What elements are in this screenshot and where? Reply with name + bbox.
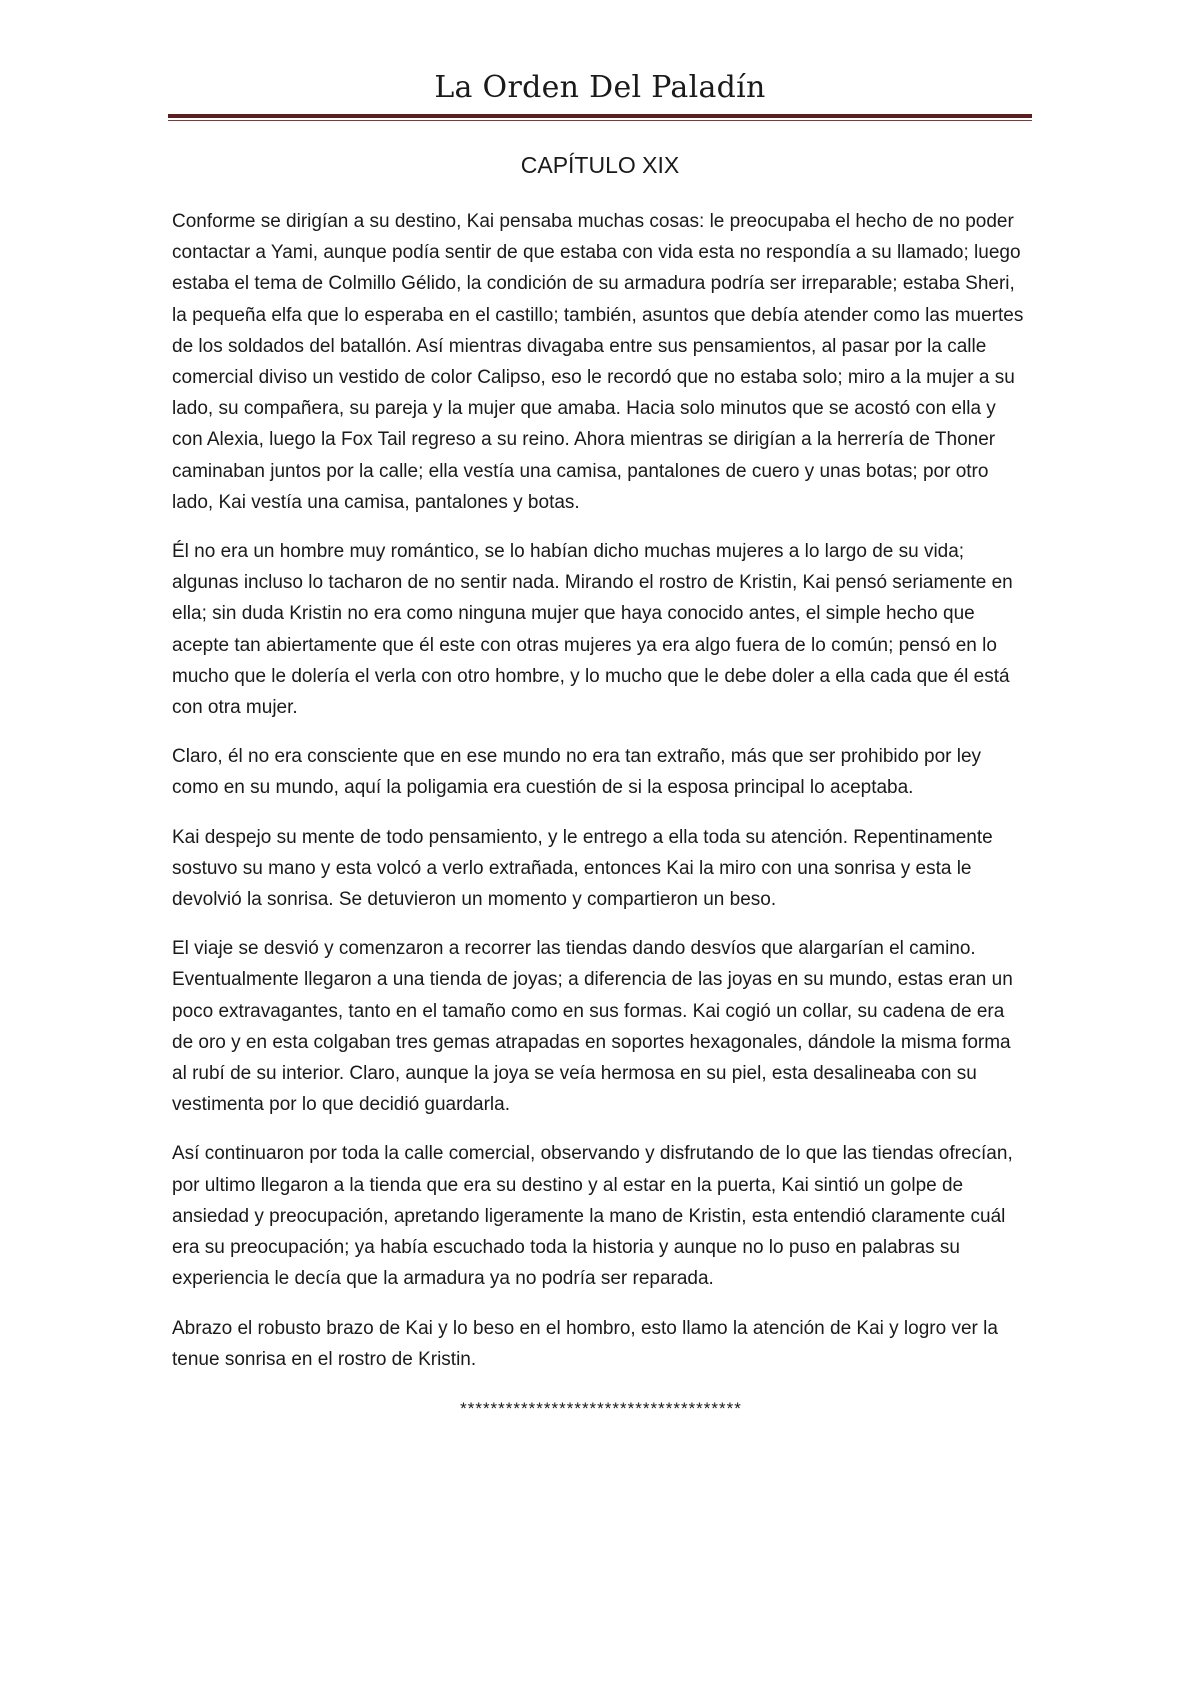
body-text [172,206,1030,1424]
chapter-title: CAPÍTULO XIX [520,152,680,178]
scene-separator: ************************************* [460,1398,742,1418]
header-rule-thin [168,120,1032,121]
paragraph: Abrazo el robusto brazo de Kai y lo beso en el hombro, esto llamo la atención de Kai y logro ver la tenue sonrisa en el rostro de Kristin. [172,1317,998,1370]
paragraph: Kai despejo su mente de todo pensamiento, y le entrego a ella toda su atención. Repentinamente sostuvo su mano y esta volcó a verlo extrañada, entonces Kai la miro con una sonrisa y esta le devolvió la sonrisa. Se detuvieron un momento y compartieron un beso. [172,826,993,911]
paragraph: El viaje se desvió y comenzaron a recorrer las tiendas dando desvíos que alargarían el camino. Eventualmente llegaron a una tienda de joyas; a diferencia de las joyas en su mundo, estas eran un poco extravagantes, tanto en el tamaño como en sus formas. Kai cogió un collar, su cadena de era de oro y en esta colgaban tres gemas atrapadas en soportes hexagonales, dándole la misma forma al rubí de su interior. Claro, aunque la joya se veía hermosa en su piel, esta desalineaba con su vestimenta por lo que decidió guardarla. [172,938,1013,1116]
paragraph: Él no era un hombre muy romántico, se lo habían dicho muchas mujeres a lo largo de su vida; algunas incluso lo tacharon de no sentir nada. Mirando el rostro de Kristin, Kai pensó seriamente en ella; sin duda Kristin no era como ninguna mujer que haya conocido antes, el simple hecho que acepte tan abiertamente que él este con otras mujeres ya era algo fuera de lo común; pensó en lo mucho que le dolería el verla con otro hombre, y lo mucho que le debe doler a ella cada que él está con otra mujer. [172,541,1013,719]
paragraph: Conforme se dirigían a su destino, Kai pensaba muchas cosas: le preocupaba el hecho de no poder contactar a Yami, aunque podía sentir de que estaba con vida esta no respondía a su llamado; luego estaba el tema de Colmillo Gélido, la condición de su armadura podría ser irreparable; estaba Sheri, la pequeña elfa que lo esperaba en el castillo; también, asuntos que debía atender como las muertes de los soldados del batallón. Así mientras divagaba entre sus pensamientos, al pasar por la calle comercial diviso un vestido de color Calipso, eso le recordó que no estaba solo; miro a la mujer a su lado, su compañera, su pareja y la mujer que amaba. Hacia solo minutos que se acostó con ella y con Alexia, luego la Fox Tail regreso a su reino. Ahora mientras se dirigían a la herrería de Thoner caminaban juntos por la calle; ella vestía una camisa, pantalones de cuero y unas botas; por otro lado, Kai vestía una camisa, pantalones y botas. [172,211,1024,513]
paragraph: Así continuaron por toda la calle comercial, observando y disfrutando de lo que las tiendas ofrecían, por ultimo llegaron a la tienda que era su destino y al estar en la puerta, Kai sintió un golpe de ansiedad y preocupación, apretando ligeramente la mano de Kristin, esta entendió claramente cuál era su preocupación; ya había escuchado toda la historia y aunque no lo puso en palabras su experiencia le decía que la armadura ya no podría ser reparada. [172,1143,1013,1290]
header-rule-thick [168,114,1032,118]
paragraph: Claro, él no era consciente que en ese mundo no era tan extraño, más que ser prohibido por ley como en su mundo, aquí la poligamia era cuestión de si la esposa principal lo aceptaba. [172,746,982,799]
running-header: La Orden Del Paladín [434,70,766,105]
